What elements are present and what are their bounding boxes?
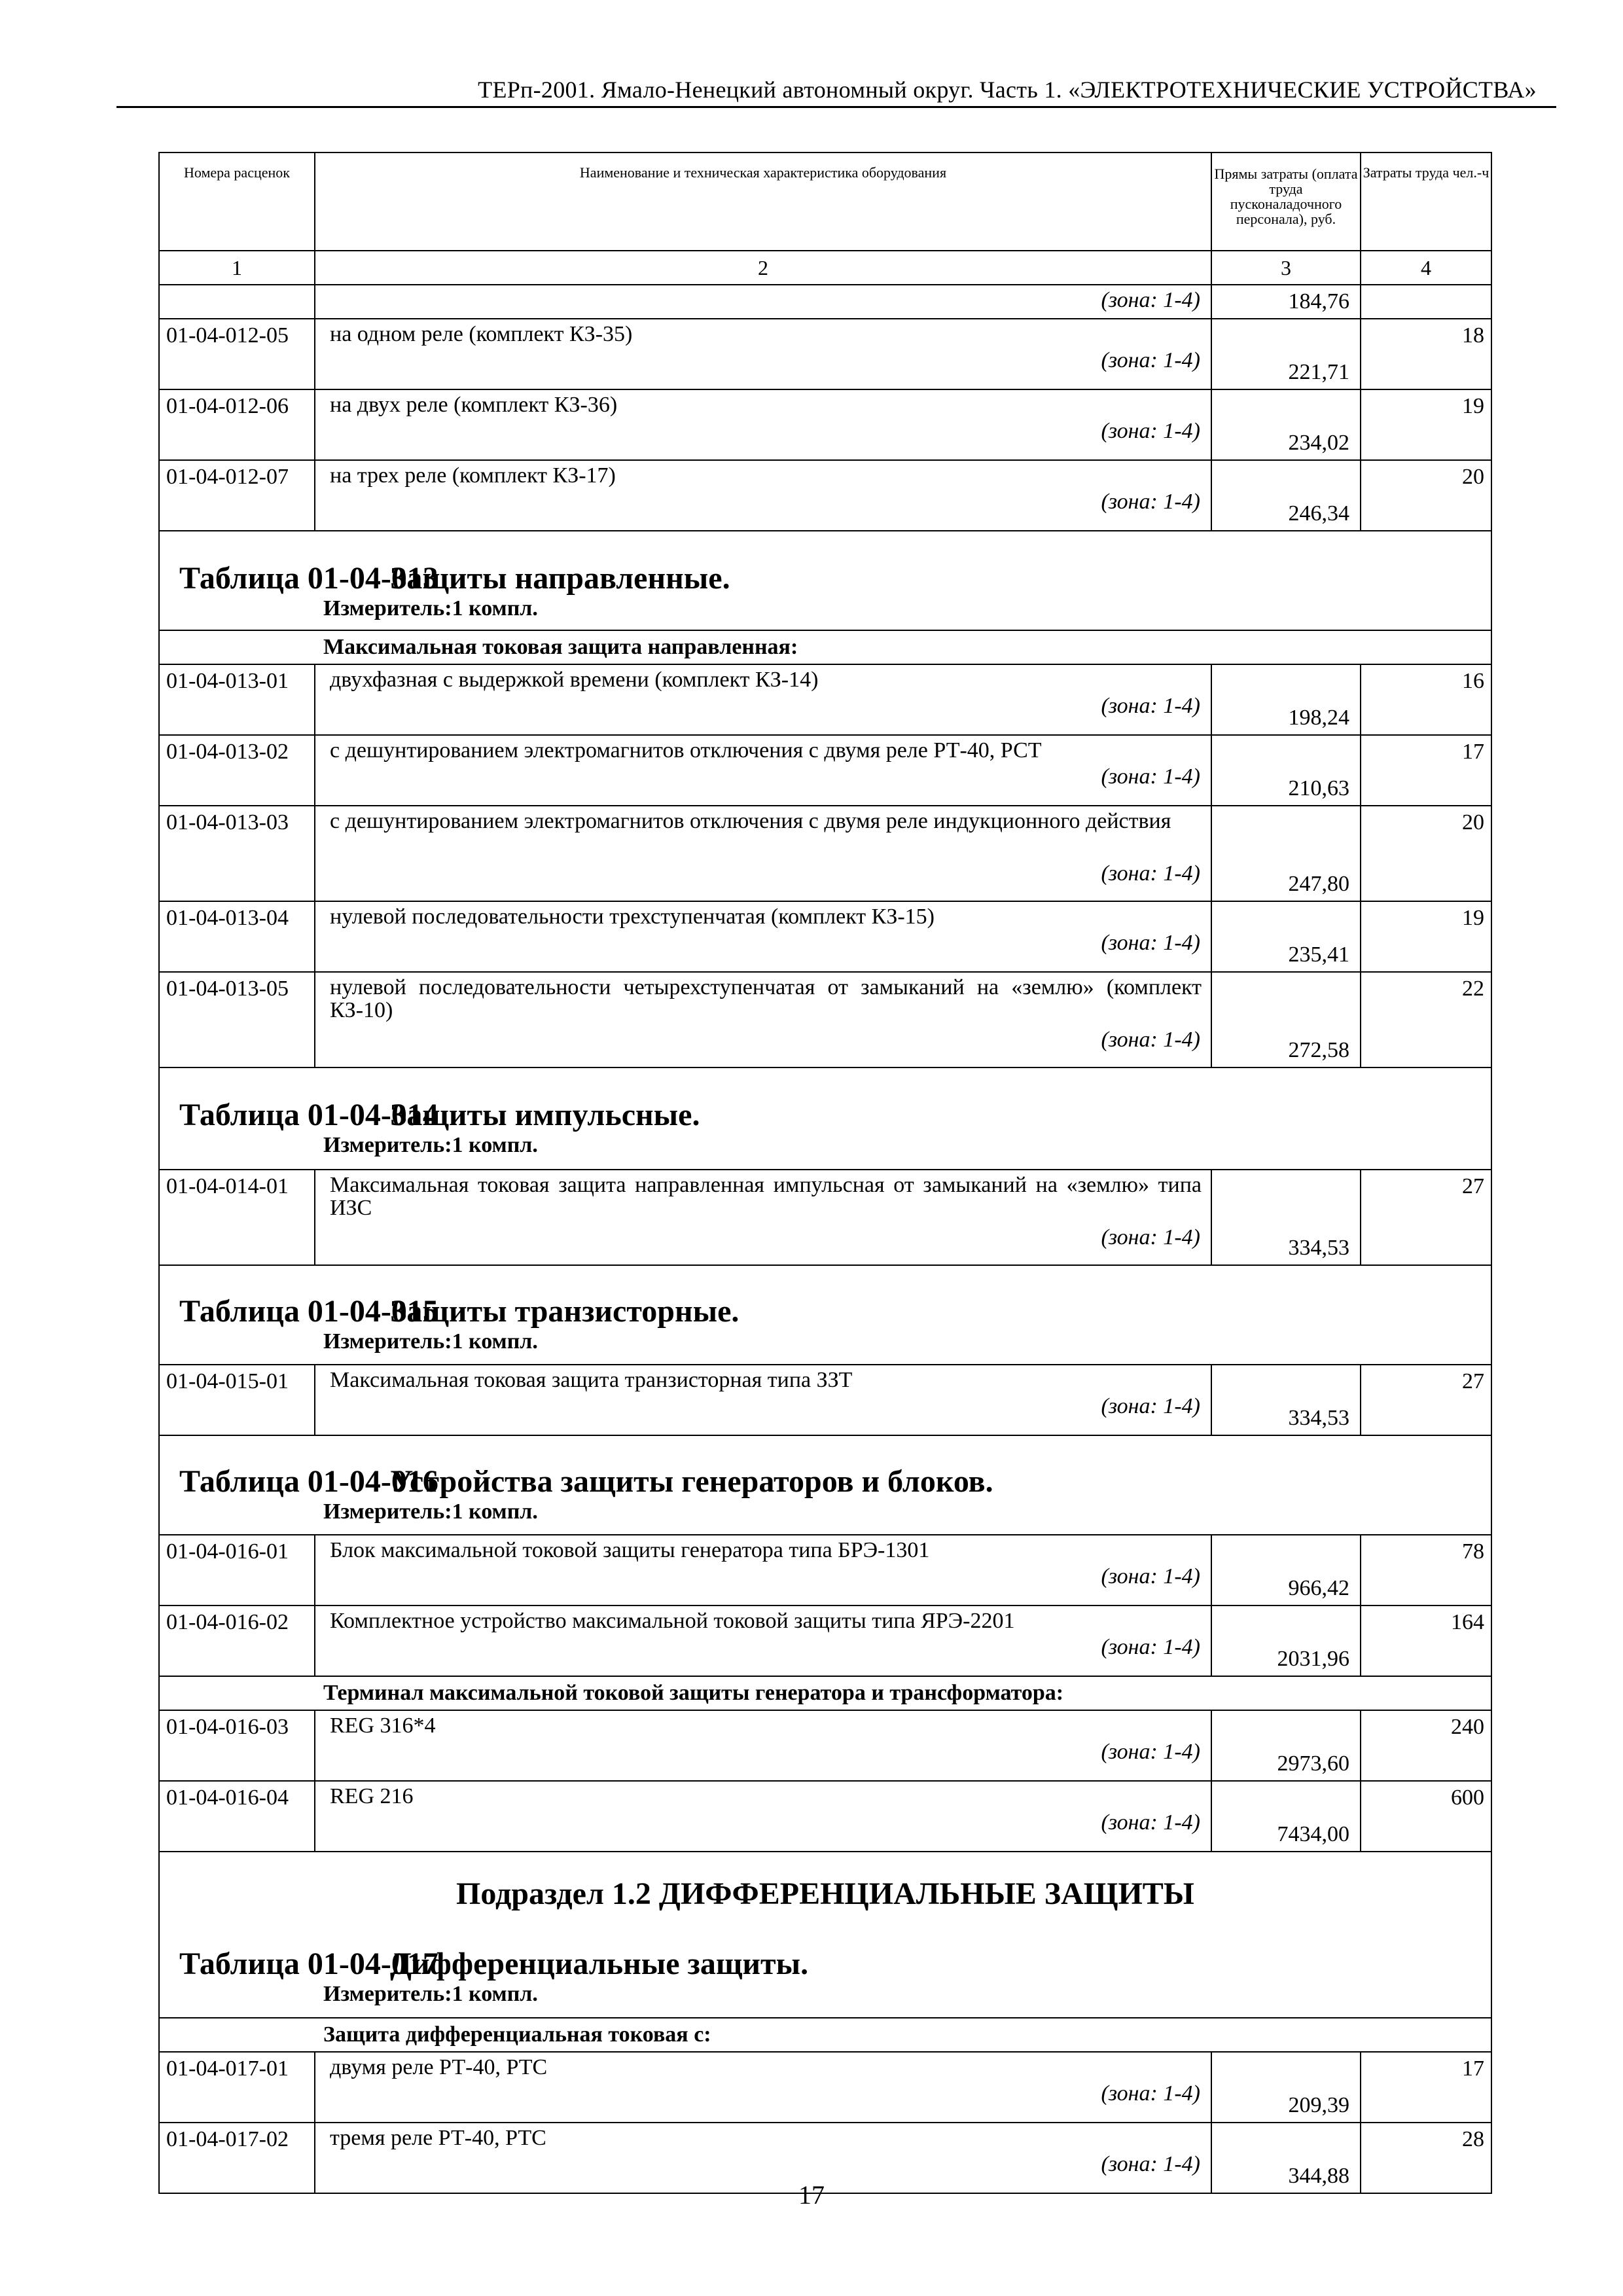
table-meter: Измеритель:1 компл.: [323, 596, 538, 620]
rate-description: [315, 2052, 1211, 2123]
table-row: [159, 1781, 1491, 1852]
rate-description: [315, 901, 1211, 972]
group-heading: Терминал максимальной токовой защиты генератора и трансформатора:: [159, 1676, 1491, 1710]
rate-price: 210,63: [1211, 735, 1361, 806]
rate-labor: 20: [1361, 806, 1491, 901]
rate-price: 184,76: [1211, 285, 1361, 319]
rate-description: [315, 1170, 1211, 1265]
rate-labor: 19: [1361, 389, 1491, 460]
rate-price: 344,88: [1211, 2123, 1361, 2193]
table-row: [159, 389, 1491, 460]
rate-text: на двух реле (комплект КЗ-36): [330, 393, 618, 417]
rate-labor: 600: [1361, 1781, 1491, 1852]
table-name: Дифференциальные защиты.: [390, 1946, 809, 1981]
rate-price: 246,34: [1211, 460, 1361, 531]
rate-text: Комплектное устройство максимальной токовой защиты типа ЯРЭ-2201: [330, 1609, 1015, 1633]
table-title: [160, 1436, 1491, 1499]
table-name: Защиты направленные.: [390, 561, 730, 596]
col-number: 3: [1211, 251, 1361, 285]
zone-label: (зона: 1-4): [1101, 419, 1200, 443]
rate-description: [315, 1365, 1211, 1435]
rate-code: 01-04-014-01: [159, 1170, 315, 1265]
rate-labor: 17: [1361, 2052, 1491, 2123]
zone-label: (зона: 1-4): [1101, 1740, 1200, 1764]
table-title: [160, 1266, 1491, 1329]
zone-label: (зона: 1-4): [1101, 348, 1200, 372]
table-row: [159, 664, 1491, 735]
table-row: [159, 1710, 1491, 1781]
rate-labor: 17: [1361, 735, 1491, 806]
rate-labor: 18: [1361, 319, 1491, 389]
rate-labor: 164: [1361, 1605, 1491, 1676]
zone-label: (зона: 1-4): [1101, 1394, 1200, 1418]
col-header-direct-costs: Прямы затраты (оплата труда пусконаладочного персонала), руб.: [1211, 152, 1361, 251]
zone-label: (зона: 1-4): [1101, 1564, 1200, 1588]
rate-text: REG 316*4: [330, 1713, 436, 1738]
rate-labor: [1361, 285, 1491, 319]
group-heading-row: [159, 2018, 1491, 2052]
rate-description: [315, 972, 1211, 1067]
rate-price: 247,80: [1211, 806, 1361, 901]
group-heading-row: [159, 1676, 1491, 1710]
rate-description: [315, 285, 1211, 319]
table-row: [159, 319, 1491, 389]
table-number: Таблица 01-04-016: [179, 1464, 438, 1499]
table-row: [159, 285, 1491, 319]
table-row: [159, 901, 1491, 972]
table-meter: Измеритель:1 компл.: [323, 1133, 538, 1157]
rate-labor: 19: [1361, 901, 1491, 972]
zone-label: (зона: 1-4): [1101, 1635, 1200, 1659]
rate-price: 209,39: [1211, 2052, 1361, 2123]
rate-code: 01-04-013-03: [159, 806, 315, 901]
table-title-row: [159, 1265, 1491, 1365]
col-header-codes: Номера расценок: [159, 152, 315, 251]
rate-code: 01-04-015-01: [159, 1365, 315, 1435]
rate-text: с дешунтированием электромагнитов отключения с двумя реле РТ-40, РСТ: [330, 738, 1042, 762]
zone-label: (зона: 1-4): [1101, 861, 1200, 886]
rate-labor: 28: [1361, 2123, 1491, 2193]
group-heading: Защита дифференциальная токовая с:: [159, 2018, 1491, 2052]
table-number: Таблица 01-04-015: [179, 1294, 438, 1329]
table-number: Таблица 01-04-014: [179, 1098, 438, 1132]
rate-code: 01-04-012-05: [159, 319, 315, 389]
zone-label: (зона: 1-4): [1101, 764, 1200, 789]
subsection-title: Подраздел 1.2 ДИФФЕРЕНЦИАЛЬНЫЕ ЗАЩИТЫ: [456, 1876, 1194, 1911]
column-numbers-row: [159, 251, 1491, 285]
table-name: Устройства защиты генераторов и блоков.: [390, 1464, 993, 1499]
rate-code: 01-04-012-06: [159, 389, 315, 460]
rate-price: 2973,60: [1211, 1710, 1361, 1781]
rate-price: 272,58: [1211, 972, 1361, 1067]
table-meter: Измеритель:1 компл.: [323, 1329, 538, 1354]
table-number: Таблица 01-04-013: [179, 561, 438, 596]
rate-description: [315, 806, 1211, 901]
table-title-row: [159, 1067, 1491, 1170]
rate-price: 234,02: [1211, 389, 1361, 460]
table-title: [160, 1068, 1491, 1133]
table-title-row: [159, 1435, 1491, 1535]
rate-text: тремя реле РТ-40, РТС: [330, 2126, 546, 2150]
rate-description: [315, 664, 1211, 735]
rate-text: REG 216: [330, 1784, 414, 1808]
zone-label: (зона: 1-4): [1101, 2081, 1200, 2106]
rate-price: 235,41: [1211, 901, 1361, 972]
table-row: [159, 1535, 1491, 1605]
zone-label: (зона: 1-4): [1101, 931, 1200, 955]
rate-price: 7434,00: [1211, 1781, 1361, 1852]
rate-price: 2031,96: [1211, 1605, 1361, 1676]
rate-code: 01-04-017-01: [159, 2052, 315, 2123]
rate-code: 01-04-013-04: [159, 901, 315, 972]
rate-text: нулевой последовательности четырехступенчатая от замыканий на «землю» (комплект КЗ-10): [330, 975, 1202, 1022]
rate-description: [315, 1535, 1211, 1605]
subsection-row: [159, 1852, 1491, 2018]
group-heading-row: [159, 630, 1491, 664]
rate-code: 01-04-013-05: [159, 972, 315, 1067]
table-meter: Измеритель:1 компл.: [323, 1982, 538, 2006]
table-row: [159, 460, 1491, 531]
table-number: Таблица 01-04-017: [179, 1946, 438, 1981]
rate-labor: 20: [1361, 460, 1491, 531]
rate-code: 01-04-016-02: [159, 1605, 315, 1676]
table-row: [159, 972, 1491, 1067]
table-name: Защиты импульсные.: [390, 1098, 700, 1132]
table-row: [159, 1605, 1491, 1676]
header-text: ТЕРп-2001. Ямало-Ненецкий автономный округ. Часть 1. «ЭЛЕКТРОТЕХНИЧЕСКИЕ УСТРОЙСТВА»: [478, 77, 1537, 103]
table-row: [159, 1170, 1491, 1265]
rate-description: [315, 389, 1211, 460]
rate-text: Максимальная токовая защита транзисторная типа ЗЗТ: [330, 1368, 853, 1392]
rate-labor: 22: [1361, 972, 1491, 1067]
rate-code: 01-04-017-02: [159, 2123, 315, 2193]
rate-labor: 78: [1361, 1535, 1491, 1605]
rate-code: 01-04-013-02: [159, 735, 315, 806]
rate-price: 966,42: [1211, 1535, 1361, 1605]
zone-label: (зона: 1-4): [1101, 1225, 1200, 1249]
col-header-labor: Затраты труда чел.-ч: [1361, 152, 1491, 251]
running-header: [116, 73, 1556, 108]
rate-text: с дешунтированием электромагнитов отключения с двумя реле индукционного действия: [330, 809, 1171, 833]
rate-description: [315, 1781, 1211, 1852]
table-row: [159, 735, 1491, 806]
table-title: [160, 1912, 1491, 1982]
rate-text: на одном реле (комплект КЗ-35): [330, 322, 633, 346]
col-number: 2: [315, 251, 1211, 285]
price-table: [158, 152, 1492, 2194]
rate-code: 01-04-016-04: [159, 1781, 315, 1852]
table-row: [159, 806, 1491, 901]
rate-labor: 27: [1361, 1170, 1491, 1265]
rate-price: 334,53: [1211, 1365, 1361, 1435]
table-header-row: [159, 152, 1491, 251]
rate-price: 334,53: [1211, 1170, 1361, 1265]
zone-label: (зона: 1-4): [1101, 490, 1200, 514]
col-header-name: Наименование и техническая характеристика оборудования: [315, 152, 1211, 251]
page-number: 17: [798, 2180, 825, 2210]
rate-code: 01-04-013-01: [159, 664, 315, 735]
col-number: 4: [1361, 251, 1491, 285]
table-name: Защиты транзисторные.: [390, 1294, 740, 1329]
rate-price: 198,24: [1211, 664, 1361, 735]
rate-description: [315, 1605, 1211, 1676]
table-title-row: [159, 531, 1491, 630]
table-title: [160, 531, 1491, 596]
zone-label: (зона: 1-4): [1101, 2152, 1200, 2176]
rate-description: [315, 1710, 1211, 1781]
rate-description: [315, 319, 1211, 389]
zone-label: (зона: 1-4): [1101, 1810, 1200, 1835]
rate-description: [315, 735, 1211, 806]
rate-text: двумя реле РТ-40, РТС: [330, 2055, 548, 2079]
rate-text: Максимальная токовая защита направленная импульсная от замыканий на «землю» типа ИЗС: [330, 1173, 1202, 1220]
rate-code: 01-04-016-03: [159, 1710, 315, 1781]
col-number: 1: [159, 251, 315, 285]
rate-text: двухфазная с выдержкой времени (комплект КЗ-14): [330, 668, 819, 692]
rate-description: [315, 460, 1211, 531]
rate-labor: 16: [1361, 664, 1491, 735]
group-heading: Максимальная токовая защита направленная:: [159, 630, 1491, 664]
rate-price: 221,71: [1211, 319, 1361, 389]
rate-code: 01-04-012-07: [159, 460, 315, 531]
zone-label: (зона: 1-4): [1101, 694, 1200, 718]
rate-labor: 240: [1361, 1710, 1491, 1781]
rate-text: на трех реле (комплект КЗ-17): [330, 463, 616, 488]
table-row: [159, 2052, 1491, 2123]
table-row: [159, 1365, 1491, 1435]
rate-labor: 27: [1361, 1365, 1491, 1435]
zone-label: (зона: 1-4): [1101, 1028, 1200, 1052]
rate-text: Блок максимальной токовой защиты генератора типа БРЭ-1301: [330, 1538, 930, 1562]
table-meter: Измеритель:1 компл.: [323, 1499, 538, 1524]
zone-label: (зона: 1-4): [1101, 288, 1200, 312]
rate-code: 01-04-016-01: [159, 1535, 315, 1605]
rate-text: нулевой последовательности трехступенчатая (комплект КЗ-15): [330, 905, 935, 929]
rate-code: [159, 285, 315, 319]
